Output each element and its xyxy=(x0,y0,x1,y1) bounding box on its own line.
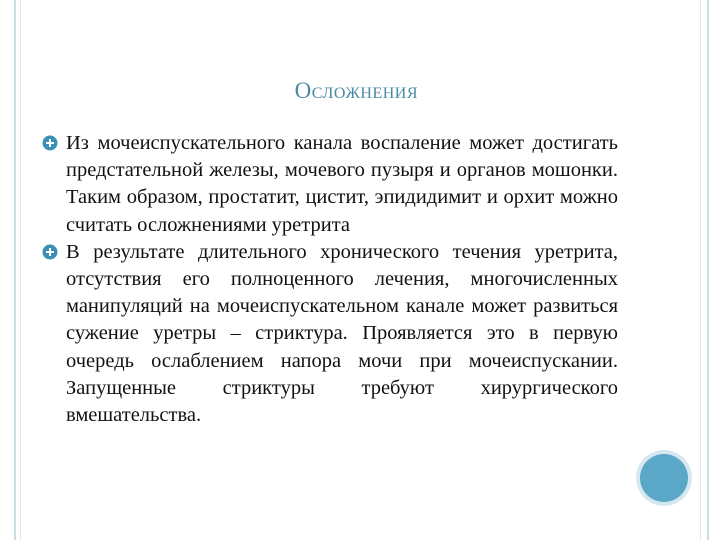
bullet-text: Из мочеиспускательного канала воспаление может достигать предстательной железы, мочевого пузыря и органов мошонки. Таким образом, простатит, цистит, эпидидимит и орхит можно считать осложнениями уретрита xyxy=(66,132,618,236)
plus-in-circle-icon xyxy=(42,244,58,260)
slide-title: Осложнения xyxy=(294,78,418,103)
slide-title-container xyxy=(0,78,660,104)
bullet-item xyxy=(42,130,618,239)
decorative-circle xyxy=(640,454,688,502)
bullet-text: В результате длительного хронического течения уретрита, отсутствия его полноценного лечения, многочисленных манипуляций на мочеиспускательном канале может развиться сужение уретры – стриктура. Проявляется это в первую очередь ослаблением напора мочи при мочеиспускании. Запущенные стриктуры требуют хирургического вмешательства. xyxy=(66,240,618,427)
bullet-item xyxy=(42,239,618,429)
plus-in-circle-icon xyxy=(42,135,58,151)
frame-inner-line-right xyxy=(700,0,701,540)
bullet-list xyxy=(42,130,618,429)
